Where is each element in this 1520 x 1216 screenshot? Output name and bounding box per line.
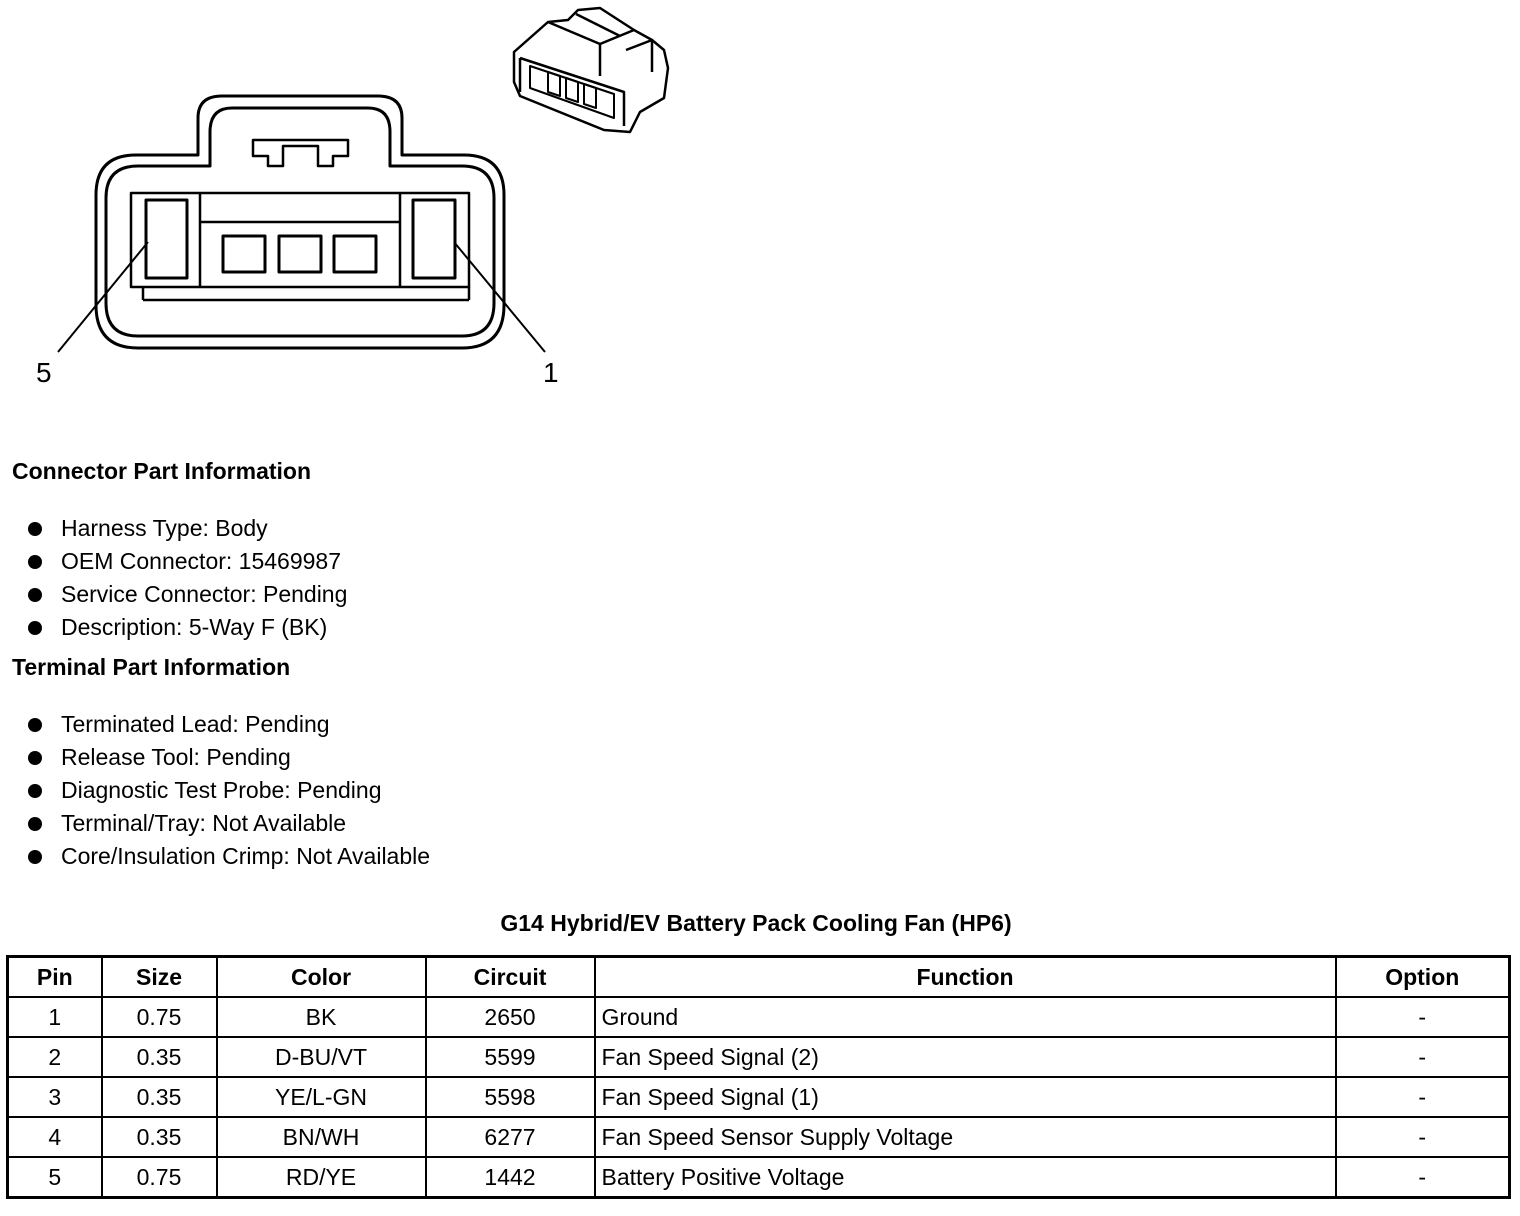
bullet-icon <box>28 817 42 831</box>
terminal-part-info-list <box>28 708 430 873</box>
cell-size: 0.35 <box>102 1117 217 1157</box>
cell-circuit: 1442 <box>426 1157 595 1198</box>
cell-pin: 5 <box>8 1157 102 1198</box>
cell-circuit: 2650 <box>426 997 595 1037</box>
pinout-table <box>6 955 1511 1199</box>
connector-part-info-title: Connector Part Information <box>12 458 312 484</box>
cell-size: 0.75 <box>102 1157 217 1198</box>
list-item: Release Tool: Pending <box>28 741 430 774</box>
cell-function: Fan Speed Sensor Supply Voltage <box>595 1117 1336 1157</box>
cell-size: 0.35 <box>102 1077 217 1117</box>
cell-function: Fan Speed Signal (1) <box>595 1077 1336 1117</box>
cell-option: - <box>1336 997 1510 1037</box>
cell-size: 0.35 <box>102 1037 217 1077</box>
connector-face-diagram <box>0 0 700 420</box>
cell-circuit: 5598 <box>426 1077 595 1117</box>
list-item: Terminal/Tray: Not Available <box>28 807 430 840</box>
list-item: Service Connector: Pending <box>28 578 347 611</box>
terminal-part-info-title: Terminal Part Information <box>12 654 291 680</box>
bullet-icon <box>28 850 42 864</box>
list-item: Diagnostic Test Probe: Pending <box>28 774 430 807</box>
terminal-cavity-pin-5 <box>146 200 187 278</box>
cell-pin: 2 <box>8 1037 102 1077</box>
cell-function: Fan Speed Signal (2) <box>595 1037 1336 1077</box>
bullet-icon <box>28 555 42 569</box>
cell-function: Ground <box>595 997 1336 1037</box>
bullet-icon <box>28 621 42 635</box>
cell-color: D-BU/VT <box>217 1037 426 1077</box>
column-header-size: Size <box>102 957 217 998</box>
column-header-function: Function <box>595 957 1336 998</box>
table-row <box>8 997 1510 1037</box>
cell-color: BK <box>217 997 426 1037</box>
cell-function: Battery Positive Voltage <box>595 1157 1336 1198</box>
bullet-icon <box>28 522 42 536</box>
table-header-row <box>8 957 1510 998</box>
table-row <box>8 1037 1510 1077</box>
cell-color: BN/WH <box>217 1117 426 1157</box>
bullet-icon <box>28 718 42 732</box>
list-item: OEM Connector: 15469987 <box>28 545 347 578</box>
cell-option: - <box>1336 1157 1510 1198</box>
connector-part-info-list <box>28 512 347 644</box>
pin-label-1: 1 <box>543 357 559 388</box>
cell-pin: 1 <box>8 997 102 1037</box>
cell-option: - <box>1336 1037 1510 1077</box>
cell-pin: 3 <box>8 1077 102 1117</box>
bullet-icon <box>28 751 42 765</box>
table-row <box>8 1117 1510 1157</box>
cell-option: - <box>1336 1077 1510 1117</box>
cell-color: YE/L-GN <box>217 1077 426 1117</box>
terminal-cavity-center-2 <box>279 236 321 272</box>
pinout-table-title: G14 Hybrid/EV Battery Pack Cooling Fan (HP6) <box>500 910 1012 936</box>
cell-circuit: 5599 <box>426 1037 595 1077</box>
table-row <box>8 1157 1510 1198</box>
list-item: Terminated Lead: Pending <box>28 708 430 741</box>
list-item: Core/Insulation Crimp: Not Available <box>28 840 430 873</box>
column-header-circuit: Circuit <box>426 957 595 998</box>
pin-label-5: 5 <box>36 357 52 388</box>
cell-option: - <box>1336 1117 1510 1157</box>
connector-isometric-illustration <box>514 8 668 132</box>
column-header-option: Option <box>1336 957 1510 998</box>
terminal-cavity-center-1 <box>223 236 265 272</box>
list-item: Harness Type: Body <box>28 512 347 545</box>
terminal-cavity-pin-1 <box>413 200 455 278</box>
locking-latch <box>253 140 348 166</box>
terminal-cavity-center-3 <box>334 236 376 272</box>
cell-size: 0.75 <box>102 997 217 1037</box>
bullet-icon <box>28 588 42 602</box>
table-row <box>8 1077 1510 1117</box>
list-item: Description: 5-Way F (BK) <box>28 611 347 644</box>
bullet-icon <box>28 784 42 798</box>
column-header-color: Color <box>217 957 426 998</box>
cell-color: RD/YE <box>217 1157 426 1198</box>
column-header-pin: Pin <box>8 957 102 998</box>
cell-pin: 4 <box>8 1117 102 1157</box>
cell-circuit: 6277 <box>426 1117 595 1157</box>
